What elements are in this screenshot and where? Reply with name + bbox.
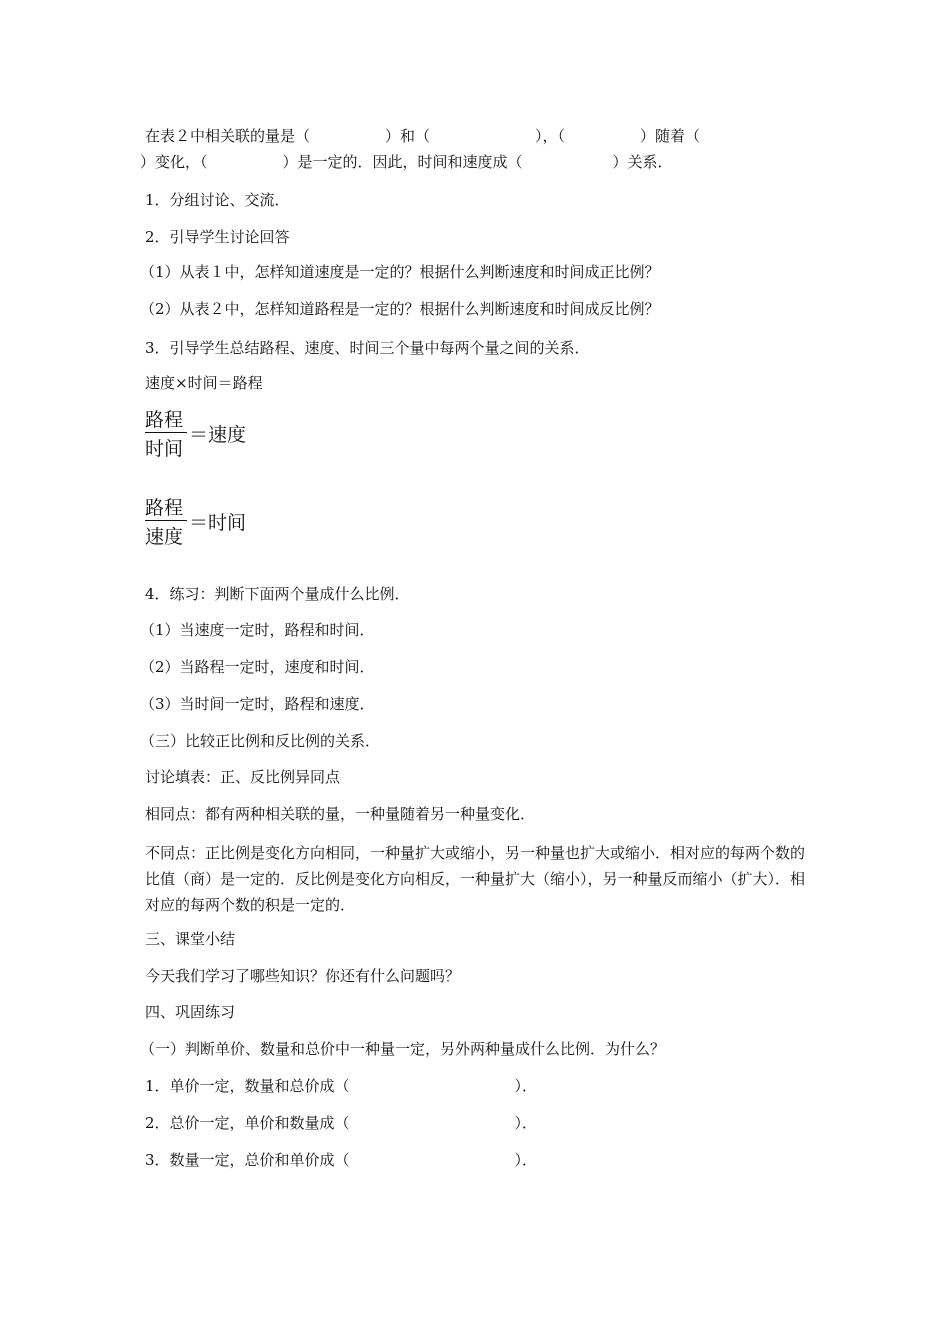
practice-item-2: （2）当路程一定时，速度和时间． [140,658,375,676]
fill-in-sentence-line-1: 在表２中相关联的量是（ ）和（ ），（ ）随着（ [145,127,701,145]
step-2: 2．引导学生讨论回答 [145,228,290,246]
fraction-bar [145,520,187,521]
fraction-result: ＝时间 [189,512,247,534]
practice-item-3: （3）当时间一定时，路程和速度． [140,695,375,713]
section-heading-compare: （三）比较正比例和反比例的关系． [140,732,381,750]
exercise-1: 1．单价一定，数量和总价成（ ）． [145,1077,538,1095]
fraction-numerator: 路程 [145,409,184,431]
step-3: 3．引导学生总结路程、速度、时间三个量中每两个量之间的关系． [145,339,590,357]
fraction-denominator: 速度 [145,526,184,548]
fraction-denominator: 时间 [145,438,184,460]
step-1: 1．分组讨论、交流． [145,191,290,209]
discussion-table-label: 讨论填表：正、反比例异同点 [145,768,341,786]
section-heading-summary: 三、课堂小结 [145,930,236,948]
fill-in-sentence-line-2: ）变化，（ ）是一定的．因此，时间和速度成（ ）关系． [140,153,673,171]
fraction-bar [145,432,187,433]
practice-item-1: （1）当速度一定时，路程和时间． [140,621,375,639]
exercise-2: 2．总价一定，单价和数量成（ ）． [145,1114,538,1132]
fraction-numerator: 路程 [145,497,184,519]
difference-text: 不同点：正比例是变化方向相同，一种量扩大或缩小，另一种量也扩大或缩小．相对应的每两个数的比值（商）是一定的．反比例是变化方向相反，一种量扩大（缩小），另一种量反而缩小（扩大）．相对应的每两个数的积是一定的． [145,844,806,914]
step-4-practice: 4．练习：判断下面两个量成什么比例． [145,585,410,603]
fraction-result: ＝速度 [189,424,247,446]
question-2: （2）从表２中，怎样知道路程是一定的？根据什么判断速度和时间成反比例？ [140,300,660,318]
formula-product: 速度×时间＝路程 [145,374,263,392]
exercise-intro: （一）判断单价、数量和总价中一种量一定，另外两种量成什么比例．为什么？ [140,1040,666,1058]
exercise-3: 3．数量一定，总价和单价成（ ）． [145,1151,538,1169]
section-heading-consolidation: 四、巩固练习 [145,1003,236,1021]
summary-question: 今天我们学习了哪些知识？你还有什么问题吗？ [145,967,461,985]
similarity-text: 相同点：都有两种相关联的量，一种量随着另一种量变化． [145,805,536,823]
question-1: （1）从表１中，怎样知道速度是一定的？根据什么判断速度和时间成正比例？ [140,263,660,281]
